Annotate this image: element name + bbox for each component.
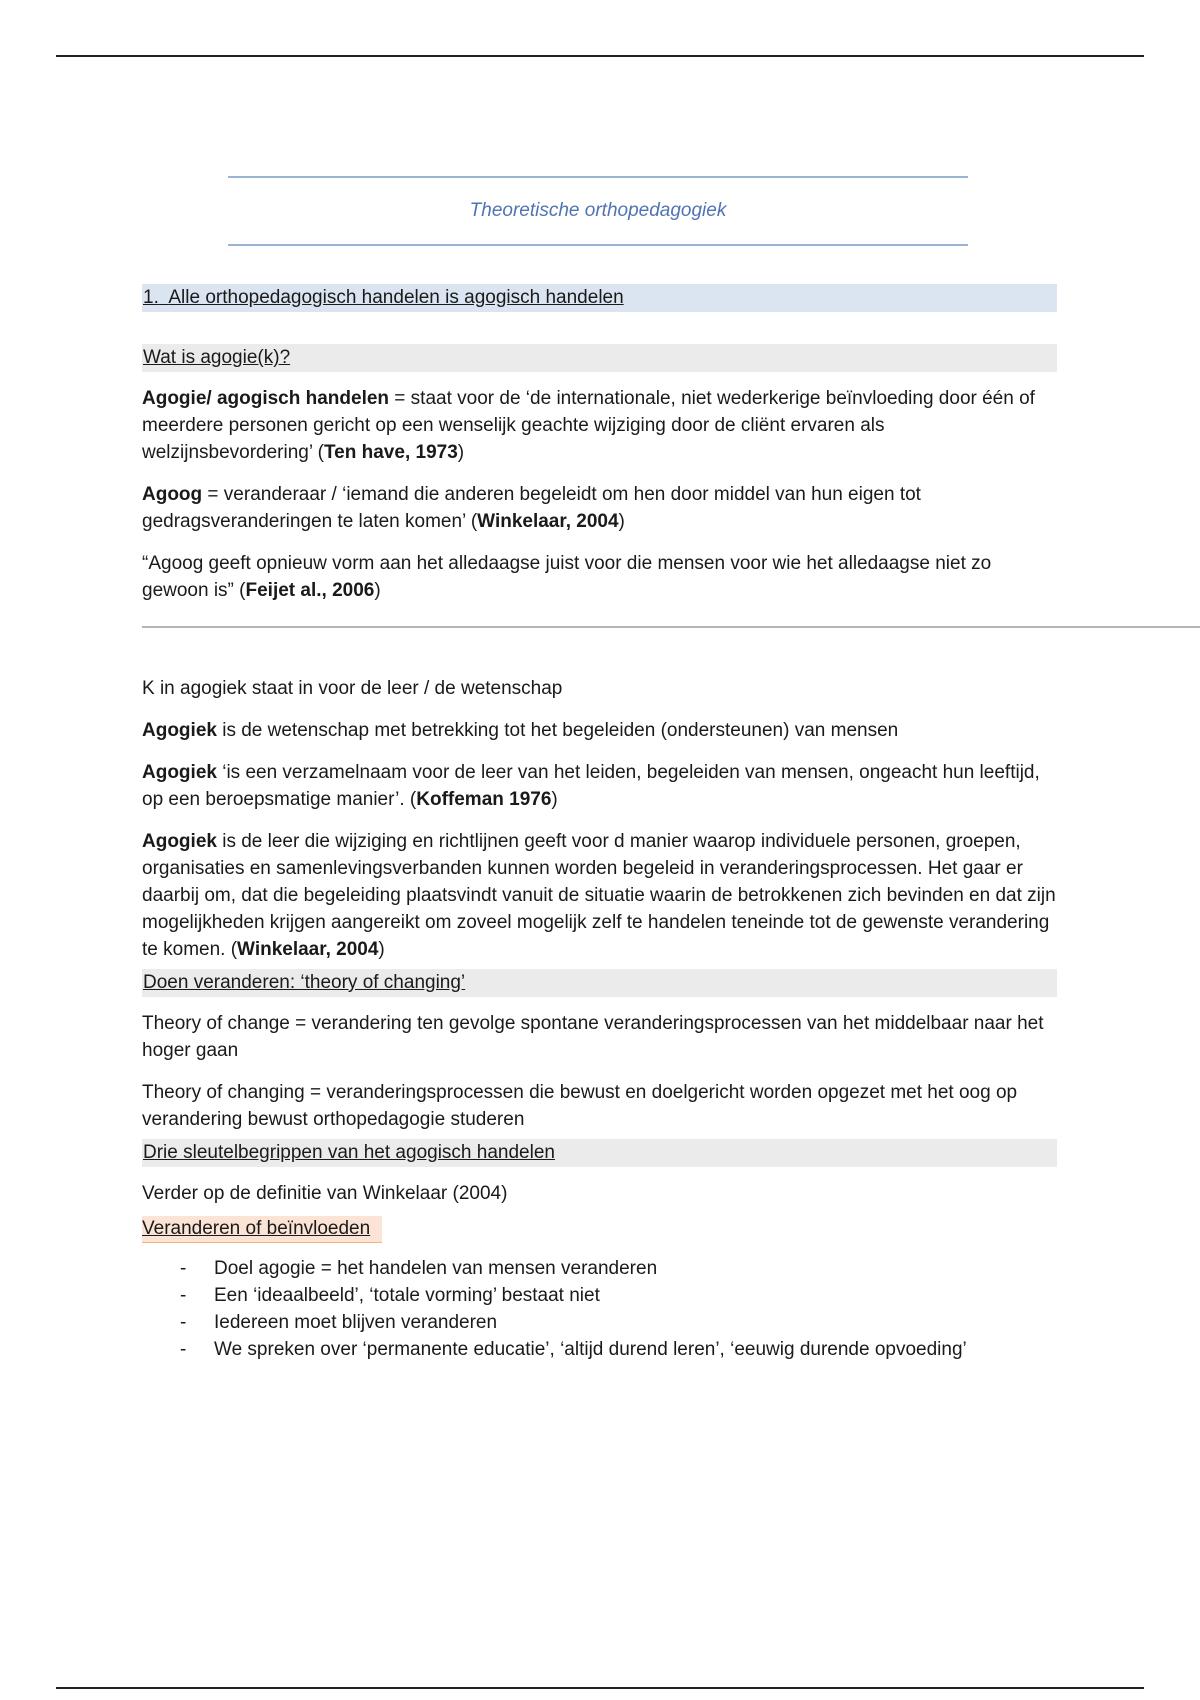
list-item [180,1309,1057,1336]
subheading-wat-is-agogiek: Wat is agogie(k)? [142,344,1057,372]
subheading-veranderen-beinvloeden: Veranderen of beïnvloeden [142,1216,382,1243]
paragraph-agogiek-leer [142,828,1057,963]
document-title: Theoretische orthopedagogiek [469,200,727,221]
list-item-text: Iedereen moet blijven veranderen [214,1312,498,1333]
paragraph-text: ‘is een verzamelnaam voor de leer van het leiden, begeleiden van mensen, ongeacht hun leeftijd, op een beroepsmatige manier’. ( [142,762,1040,810]
paragraph-agogie-definition [142,385,1057,466]
paragraph-agoog-definition [142,481,1057,535]
list-item-text: Een ‘ideaalbeeld’, ‘totale vorming’ bestaat niet [214,1285,600,1306]
page-top-rule [56,55,1144,57]
term: Agogiek [142,720,217,741]
paren: ) [551,789,558,810]
document-body [142,284,1057,1363]
dash: - [180,1258,187,1279]
paragraph-verder-definitie: Verder op de definitie van Winkelaar (2004) [142,1183,508,1204]
section-number: 1. [143,287,159,308]
paragraph-text: is de wetenschap met betrekking tot het begeleiden (ondersteunen) van mensen [216,720,899,741]
citation: Winkelaar, 2004 [237,939,379,960]
section-heading-text: Alle orthopedagogisch handelen is agogisch handelen [168,287,624,308]
paragraph-text: = veranderaar / ‘iemand die anderen begeleidt om hen door middel van hun eigen tot gedragsveranderingen te laten komen’ ( [142,484,921,532]
paren: ) [457,442,465,463]
subheading-doen-veranderen: Doen veranderen: ‘theory of changing’ [142,969,1057,997]
dash: - [180,1339,187,1360]
citation: Ten have, 1973 [323,442,458,463]
page-bottom-rule [56,1687,1144,1689]
term: Agogie/ agogisch handelen [142,388,390,409]
paragraph-agogiek-verzamelnaam [142,759,1057,813]
list-item [180,1336,1057,1363]
term: Agogiek [142,762,217,783]
term: Agoog [142,484,203,505]
citation: Koffeman 1976 [416,789,552,810]
citation: Feijet al., 2006 [245,580,375,601]
citation: Winkelaar, 2004 [477,511,619,532]
paragraph-text: is de leer die wijziging en richtlijnen geeft voor d manier waarop individuele personen, groepen, organisaties en samenlevingsverbanden kunnen worden begeleid in veranderingsprocessen. Het gaar er daarbij om, dat die begeleiding plaatsvindt vanuit de situatie waarin de betrokkenen zich bevinden en dat zijn mogelijkheden krijgen aangereikt om zoveel mogelijk zelf te handelen teneinde tot de gewenste verandering te komen. ( [142,831,1056,960]
paragraph-theory-of-change: Theory of change = verandering ten gevolge spontane veranderingsprocessen van het middelbaar naar het hoger gaan [142,1013,1044,1061]
list-item-text: We spreken over ‘permanente educatie’, ‘altijd durend leren’, ‘eeuwig durende opvoeding’ [214,1339,967,1360]
paragraph-k-in-agogiek: K in agogiek staat in voor de leer / de wetenschap [142,678,563,699]
paragraph-text: = staat voor de ‘de internationale, niet wederkerige beïnvloeding door één of meerdere personen gericht op een wenselijk geachte wijziging door de cliënt ervaren als welzijnsbevordering’ ( [142,388,1035,463]
bullet-list [142,1255,1057,1363]
dash: - [180,1312,187,1333]
list-item [180,1282,1057,1309]
title-bottom-line [228,244,968,246]
term: Agogiek [142,831,217,852]
dash: - [180,1285,187,1306]
subheading-drie-sleutelbegrippen: Drie sleutelbegrippen van het agogisch handelen [142,1139,1057,1167]
list-item-text: Doel agogie = het handelen van mensen veranderen [214,1258,658,1279]
list-item [180,1255,1057,1282]
section-divider [142,626,1200,628]
paren: ) [374,580,381,601]
paragraph-agogiek-wetenschap [142,717,1057,744]
section-heading-1 [142,284,1057,312]
paren: ) [378,939,385,960]
paragraph-text: “Agoog geeft opnieuw vorm aan het alledaagse juist voor die mensen voor wie het alledaagse niet zo gewoon is” ( [142,553,992,601]
title-block [228,176,968,246]
paren: ) [618,511,625,532]
paragraph-theory-of-changing: Theory of changing = veranderingsprocessen die bewust en doelgericht worden opgezet met het oog op verandering bewust orthopedagogie studeren [142,1082,1018,1130]
paragraph-agoog-quote [142,550,1057,604]
